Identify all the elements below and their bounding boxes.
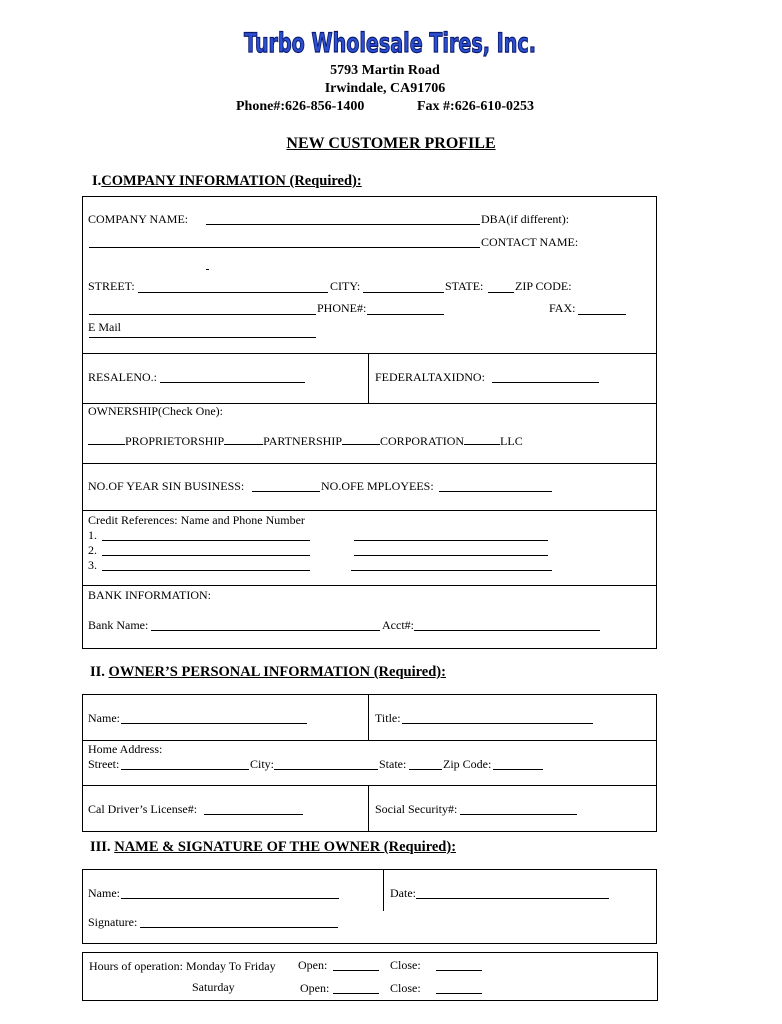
email-field[interactable]: [89, 337, 316, 338]
open-weekday-field[interactable]: [333, 970, 379, 971]
section-3-heading: [90, 839, 456, 856]
zip-label: ZIP CODE:: [515, 279, 572, 293]
years-field[interactable]: [252, 491, 320, 492]
ownership-label: OWNERSHIP(Check One):: [88, 404, 223, 418]
ref-3-phone-field[interactable]: [351, 570, 552, 571]
license-field[interactable]: [204, 814, 303, 815]
address-line-2: Irwindale, CA91706: [324, 81, 446, 96]
open-saturday-field[interactable]: [333, 993, 379, 994]
owner-zip-field[interactable]: [493, 769, 543, 770]
ref-2-name-field[interactable]: [102, 555, 310, 556]
signature-name-label: Name:: [88, 886, 120, 900]
company-logo: [240, 18, 540, 64]
section-3-prefix: III.: [90, 839, 115, 855]
signature-field[interactable]: [140, 927, 338, 928]
ref-1-label: 1.: [88, 528, 97, 542]
section-3-title: NAME & SIGNATURE OF THE OWNER (Required):: [114, 839, 457, 855]
resale-field[interactable]: [160, 382, 305, 383]
page-title: NEW CUSTOMER PROFILE: [286, 135, 496, 152]
section-2-prefix: II.: [90, 664, 109, 680]
ref-1-phone-field[interactable]: [354, 540, 548, 541]
signature-label: Signature:: [88, 915, 138, 929]
owner-title-field[interactable]: [402, 723, 593, 724]
owner-name-field[interactable]: [121, 723, 307, 724]
date-label: Date:: [390, 886, 416, 900]
company-info-box: [82, 196, 657, 649]
bank-name-label: Bank Name:: [88, 618, 149, 632]
ssn-field[interactable]: [460, 814, 577, 815]
logo-text: Turbo Wholesale Tires, Inc.: [244, 28, 536, 59]
resale-label: RESALENO.:: [88, 370, 157, 384]
city-field[interactable]: [363, 292, 444, 293]
contact-name-label: CONTACT NAME:: [481, 235, 579, 249]
ref-2-phone-field[interactable]: [354, 555, 548, 556]
close-label-saturday: Close:: [390, 981, 421, 995]
owner-state-label: State:: [379, 757, 407, 771]
company-name-field[interactable]: [206, 224, 480, 225]
federal-tax-field[interactable]: [492, 382, 599, 383]
owner-zip-label: Zip Code:: [443, 757, 492, 771]
corporation-checkbox[interactable]: [342, 433, 380, 445]
ref-1-name-field[interactable]: [102, 540, 310, 541]
fax-label: FAX:: [549, 301, 576, 315]
open-label-weekday: Open:: [298, 958, 328, 972]
owner-street-label: Street:: [88, 757, 120, 771]
license-label: Cal Driver’s License#:: [88, 802, 198, 816]
header-fax: Fax #:626-610-0253: [417, 99, 535, 114]
section-1-title: COMPANY INFORMATION (Required):: [101, 173, 362, 189]
employees-field[interactable]: [439, 491, 552, 492]
llc-checkbox[interactable]: [464, 433, 500, 445]
phone-label: PHONE#:: [317, 301, 367, 315]
owner-title-label: Title:: [375, 711, 401, 725]
ref-3-name-field[interactable]: [102, 570, 310, 571]
signature-box: [82, 869, 657, 944]
signature-name-field[interactable]: [121, 898, 339, 899]
bank-name-field[interactable]: [151, 630, 380, 631]
credit-refs-label: Credit References: Name and Phone Number: [88, 513, 305, 527]
fax-field[interactable]: [578, 314, 626, 315]
owner-state-field[interactable]: [409, 769, 442, 770]
ownership-options: [88, 433, 523, 448]
close-label-weekday: Close:: [390, 958, 421, 972]
ref-3-label: 3.: [88, 558, 97, 572]
ssn-label: Social Security#:: [375, 802, 458, 816]
close-weekday-field[interactable]: [436, 970, 482, 971]
partnership-label: PARTNERSHIP: [263, 434, 343, 448]
close-saturday-field[interactable]: [436, 993, 482, 994]
corporation-label: CORPORATION: [380, 434, 465, 448]
street-field[interactable]: [138, 292, 328, 293]
employees-label: NO.OFE MPLOYEES:: [321, 479, 434, 493]
owner-street-field[interactable]: [121, 769, 249, 770]
header-phone: Phone#:626-856-1400: [236, 99, 365, 114]
bank-info-label: BANK INFORMATION:: [88, 588, 212, 602]
section-2-title: OWNER’S PERSONAL INFORMATION (Required):: [108, 664, 446, 680]
llc-label: LLC: [500, 434, 523, 448]
street-label: STREET:: [88, 279, 135, 293]
contact-field[interactable]: [89, 314, 316, 315]
section-2-heading: [90, 664, 446, 681]
state-field[interactable]: [488, 292, 514, 293]
owner-city-field[interactable]: [274, 769, 378, 770]
years-label: NO.OF YEAR SIN BUSINESS:: [88, 479, 245, 493]
acct-label: Acct#:: [382, 618, 414, 632]
dba-label: DBA(if different):: [481, 212, 570, 226]
company-name-label: COMPANY NAME:: [88, 212, 189, 226]
email-label: E Mail: [88, 320, 121, 334]
home-address-label: Home Address:: [88, 742, 163, 756]
acct-field[interactable]: [414, 630, 600, 631]
open-label-saturday: Open:: [300, 981, 330, 995]
ref-2-label: 2.: [88, 543, 97, 557]
federal-tax-label: FEDERALTAXIDNO:: [375, 370, 485, 384]
partnership-checkbox[interactable]: [224, 433, 263, 445]
section-1-prefix: I.: [92, 173, 102, 189]
section-1-heading: [92, 173, 362, 190]
dba-field[interactable]: [89, 247, 480, 248]
date-field[interactable]: [416, 898, 609, 899]
city-label: CITY:: [330, 279, 361, 293]
owner-name-label: Name:: [88, 711, 120, 725]
proprietorship-label: PROPRIETORSHIP: [125, 434, 225, 448]
phone-field[interactable]: [367, 314, 444, 315]
hours-label: Hours of operation: Monday To Friday: [89, 959, 276, 973]
saturday-label: Saturday: [192, 980, 235, 994]
owner-city-label: City:: [250, 757, 275, 771]
state-label: STATE:: [445, 279, 484, 293]
proprietorship-checkbox[interactable]: [88, 433, 125, 445]
address-line-1: 5793 Martin Road: [330, 63, 440, 78]
